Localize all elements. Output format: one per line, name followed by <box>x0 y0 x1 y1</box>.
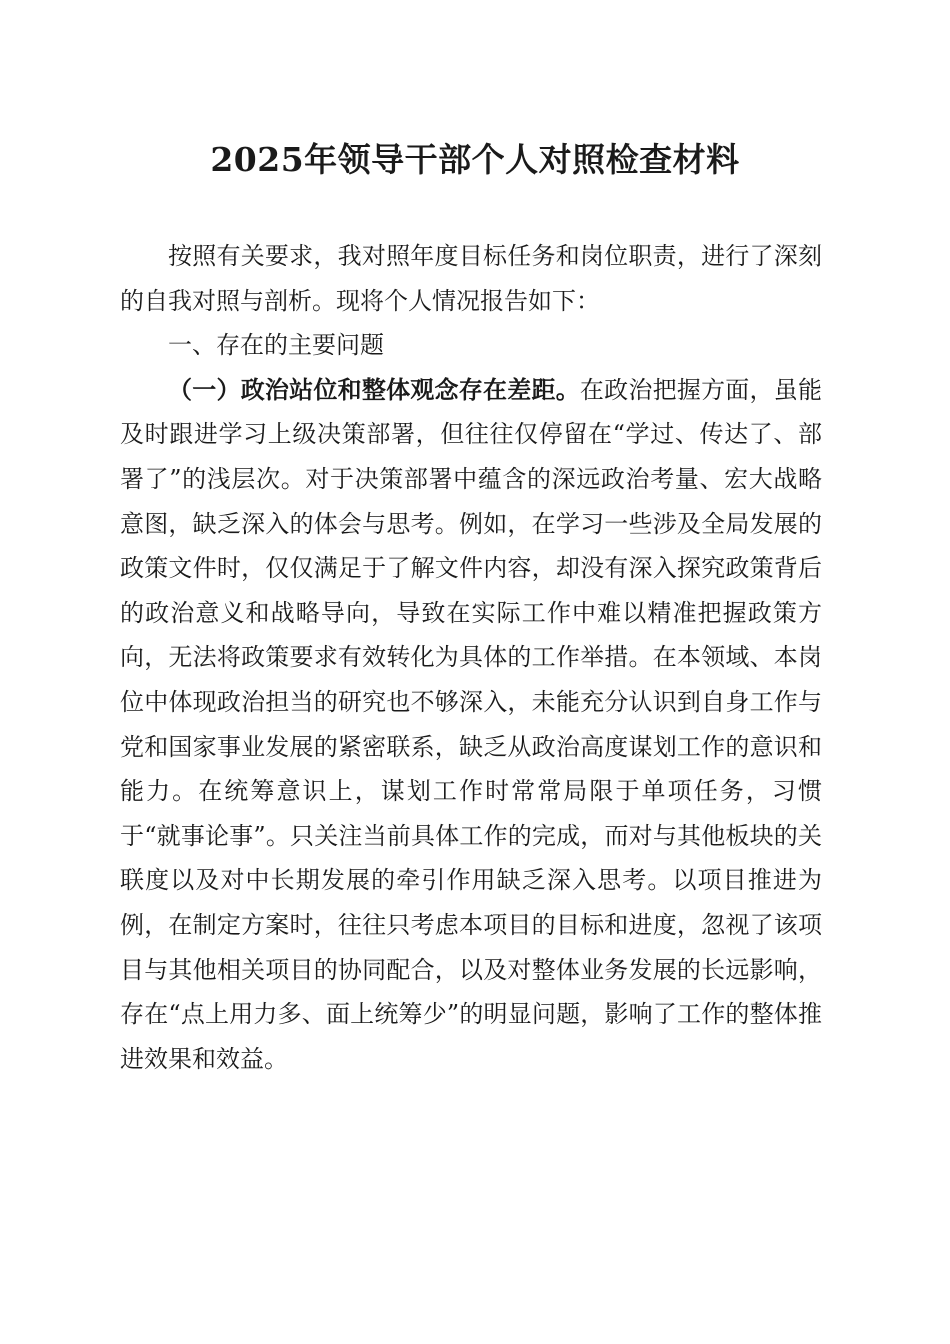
section-heading: 一、存在的主要问题 <box>168 331 384 360</box>
subsection-paragraph <box>120 368 822 1082</box>
document-title: 2025年领导干部个人对照检查材料 <box>210 140 740 179</box>
subsection-lead: （一）政治站位和整体观念存在差距。 <box>168 374 580 404</box>
document-body <box>120 234 822 1081</box>
intro-paragraph: 按照有关要求，我对照年度目标任务和岗位职责，进行了深刻的自我对照与剖析。现将个人情况报告如下： <box>120 242 822 315</box>
subsection-body: 在政治把握方面，虽能及时跟进学习上级决策部署，但往往仅停留在“学过、传达了、部署了”的浅层次。对于决策部署中蕴含的深远政治考量、宏大战略意图，缺乏深入的体会与思考。例如，在学习一些涉及全局发展的政策文件时，仅仅满足于了解文件内容，却没有深入探究政策背后的政治意义和战略导向，导致在实际工作中难以精准把握政策方向，无法将政策要求有效转化为具体的工作举措。在本领域、本岗位中体现政治担当的研究也不够深入，未能充分认识到自身工作与党和国家事业发展的紧密联系，缺乏从政治高度谋划工作的意识和能力。在统筹意识上，谋划工作时常常局限于单项任务，习惯于“就事论事”。只关注当前具体工作的完成，而对与其他板块的关联度以及对中长期发展的牵引作用缺乏深入思考。以项目推进为例，在制定方案时，往往只考虑本项目的目标和进度，忽视了该项目与其他相关项目的协同配合，以及对整体业务发展的长远影响，存在“点上用力多、面上统筹少”的明显问题，影响了工作的整体推进效果和效益。 <box>120 375 822 1073</box>
